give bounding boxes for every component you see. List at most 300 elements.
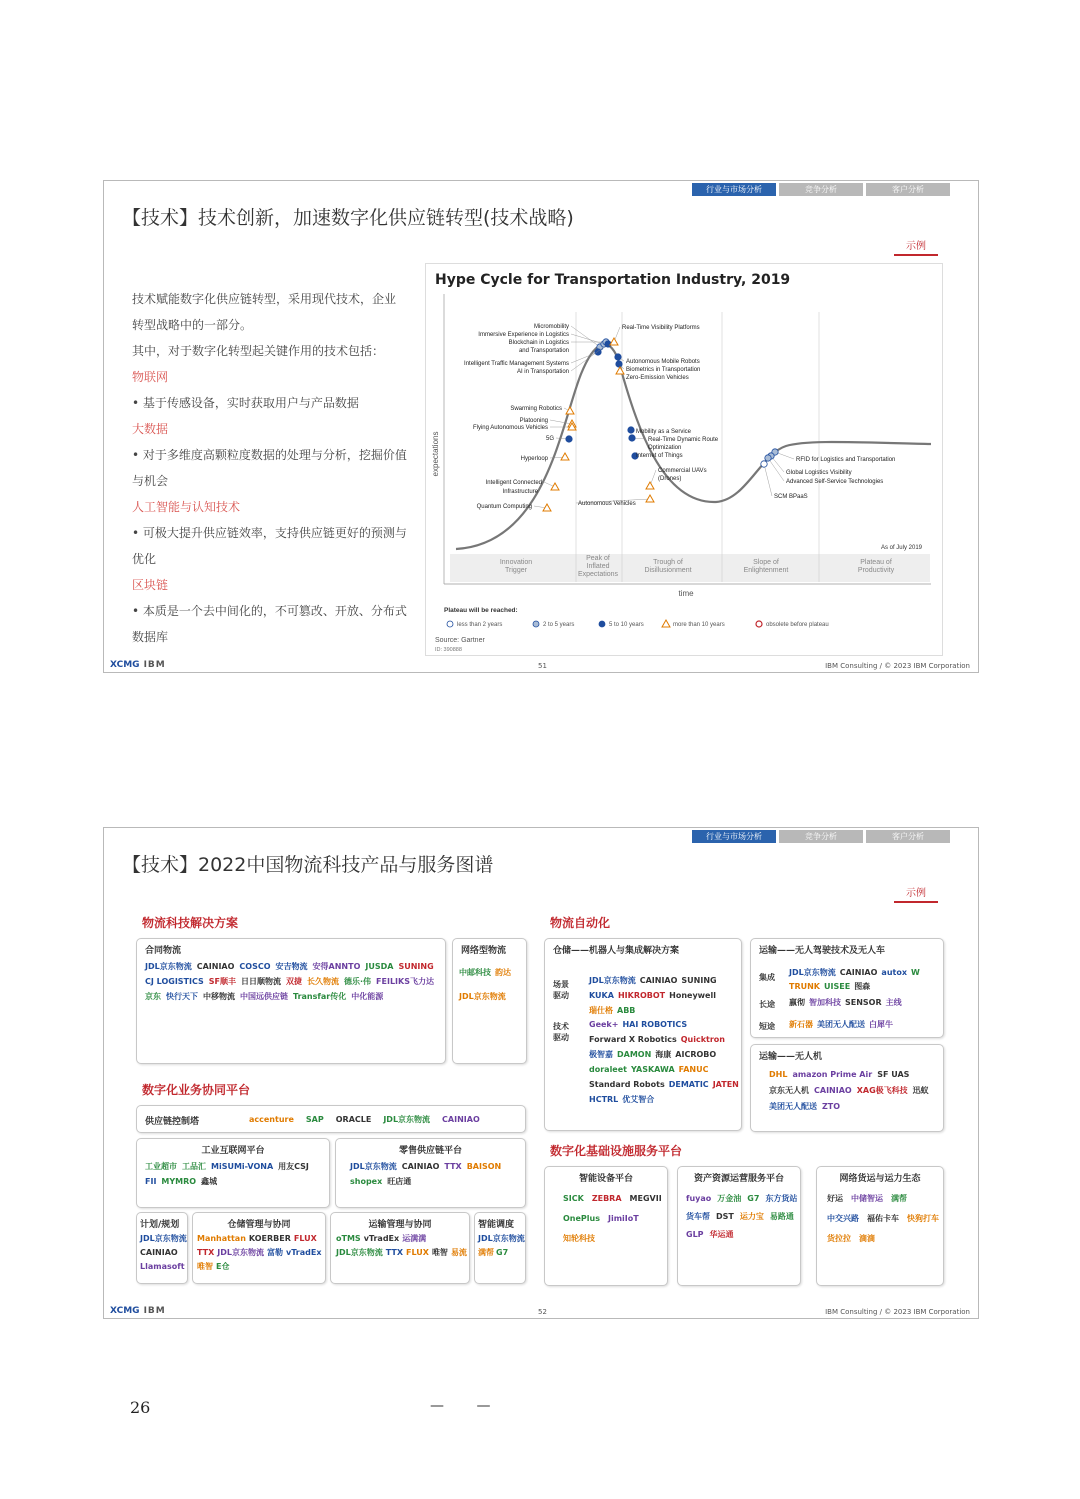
company-logo: 工业超市 (145, 1162, 177, 1171)
company-logo: 瑞仕格 (589, 1006, 613, 1015)
company-logo: OnePlus (563, 1214, 600, 1223)
company-logo: CAINIAO (196, 962, 235, 971)
logo-grid (140, 1233, 188, 1273)
technology-label: Internet of Things (636, 453, 683, 459)
intro-paragraph: • 本质是一个去中间化的，不可篡改、开放、分布式数据库 (132, 604, 407, 644)
marker-triangle (566, 407, 574, 414)
company-logo: 安吉物流 (275, 962, 308, 971)
box-contract-logistics (136, 938, 446, 1064)
box-title: 资产资源运营服务平台 (693, 1174, 784, 1184)
legend-marker (533, 621, 539, 627)
company-logo: 优艾智合 (622, 1095, 655, 1104)
box-title: 合同物流 (145, 946, 182, 956)
company-logo: 唯智 (197, 1262, 213, 1271)
company-logo: 满帮 (478, 1248, 494, 1257)
technology-label: Autonomous Mobile Robots (626, 359, 700, 365)
company-logo: 工品汇 (182, 1162, 206, 1171)
company-logo: CAINIAO (140, 1248, 178, 1257)
company-logo: accenture (249, 1115, 294, 1124)
company-logo: 美团无人配送 (769, 1102, 817, 1111)
company-logo: 中化能源 (351, 992, 384, 1001)
copyright: IBM Consulting / © 2023 IBM Corporation (825, 1308, 970, 1316)
company-logo: COSCO (239, 962, 271, 971)
slide-footer (104, 658, 978, 670)
marker-triangle (561, 453, 569, 460)
company-logo: GLP (686, 1230, 704, 1239)
technology-heading: 人工智能与认知技术 (132, 500, 241, 514)
technology-label: Platooning (519, 418, 548, 424)
company-logo: SICK (563, 1194, 584, 1203)
marker-circle (765, 455, 771, 461)
tab-market-analysis[interactable]: 行业与市场分析 (692, 183, 776, 196)
company-logo: 中国远供应链 (240, 992, 288, 1001)
box-title: 网络型物流 (461, 946, 507, 956)
intro-paragraph: 其中，对于数字化转型起关键作用的技术包括： (132, 344, 385, 358)
logo-grid (336, 1233, 468, 1259)
section-automation: 物流自动化 (550, 916, 611, 930)
technology-label: Intelligent Connected (485, 480, 542, 486)
marker-circle (616, 361, 622, 367)
xcmg-ibm-logo (110, 1306, 166, 1316)
logo-grid (563, 1193, 663, 1245)
leader-line (571, 344, 608, 371)
company-logo: autox (881, 968, 907, 977)
box-warehouse-mgmt (192, 1212, 326, 1284)
company-logo: 海康 (655, 1050, 672, 1059)
company-logo: JUSDA (365, 962, 394, 971)
legend-marker (447, 621, 453, 627)
technology-label: AI in Transportation (516, 369, 569, 375)
company-logo: 满帮 (891, 1194, 907, 1203)
company-logo: JDL京东物流 (140, 1234, 187, 1243)
box-title: 运输——无人机 (759, 1052, 823, 1062)
company-logo: 双捷 (286, 977, 302, 986)
company-logo: JATEN (712, 1080, 739, 1089)
x-axis-label: time (678, 589, 694, 598)
company-logo: 智加科技 (809, 998, 841, 1007)
leader-line (764, 464, 772, 496)
technology-label: SCM BPaaS (774, 494, 808, 500)
company-logo: Transfar传化 (293, 992, 347, 1001)
company-logo: 滴滴 (859, 1234, 875, 1243)
company-logo: CAINIAO (401, 1162, 440, 1171)
company-logo: W (911, 968, 920, 977)
company-logo: JDL京东物流 (217, 1248, 264, 1257)
xcmg-text: XCMG (110, 660, 140, 670)
box-title: 网络货运与运力生态 (839, 1174, 921, 1184)
marker-circle (629, 435, 635, 441)
company-logo: CAINIAO (814, 1086, 852, 1095)
legend-marker (756, 621, 762, 627)
technology-label: Immersive Experience in Logistics (478, 332, 569, 338)
company-logo: ZEBRA (591, 1194, 622, 1203)
company-logo: 美团无人配送 (817, 1020, 865, 1029)
company-logo: 福佑卡车 (867, 1214, 899, 1223)
company-logo: 中邮科技 (459, 968, 491, 977)
company-logo: 主线 (885, 998, 902, 1007)
company-logo: amazon Prime Air (792, 1070, 873, 1079)
company-logo: 唯智 (431, 1248, 448, 1257)
logo-grid (145, 1161, 325, 1188)
logo-grid (589, 1019, 739, 1106)
company-logo: JimiIoT (607, 1214, 639, 1223)
source-label: Source: Gartner (435, 637, 485, 644)
box-title: 运输管理与协同 (368, 1220, 432, 1230)
company-logo: 嬴彻 (789, 998, 805, 1007)
row-label-long-haul: 长途 (759, 1000, 775, 1009)
xcmg-ibm-logo (110, 660, 166, 670)
company-logo: HCTRL (589, 1095, 619, 1104)
company-logo: 中交兴路 (827, 1214, 859, 1223)
company-logo: TTX (385, 1248, 403, 1257)
company-logo: SUNING (681, 976, 717, 985)
company-logo: BAISON (466, 1162, 502, 1171)
box-smart-devices (544, 1166, 668, 1286)
company-logo: SF顺丰 (208, 977, 236, 986)
company-logo: 知轮科技 (563, 1234, 595, 1243)
company-logo: XAG极飞科技 (856, 1086, 908, 1095)
company-logo: JDL京东物流 (789, 968, 836, 977)
slide-tech-map (103, 827, 979, 1319)
company-logo: MYMRO (161, 1177, 197, 1186)
technology-label: Optimization (648, 445, 682, 451)
company-logo: Honeywell (669, 991, 716, 1000)
company-logo: Manhattan (197, 1234, 246, 1243)
technology-label: Swarming Robotics (510, 406, 562, 412)
company-logo: G7 (747, 1194, 760, 1203)
company-logo: JDL京东物流 (383, 1115, 431, 1124)
company-logo: SUNING (398, 962, 434, 971)
document-page-number: 26 (130, 1398, 151, 1417)
box-planning (136, 1212, 188, 1284)
example-badge: 示例 (894, 237, 938, 256)
example-badge: 示例 (894, 884, 938, 903)
company-logo: 货车帮 (686, 1212, 710, 1221)
box-network-logistics (452, 938, 527, 1064)
box-freight-capacity (816, 1166, 944, 1286)
box-autonomous-transport (750, 938, 944, 1038)
marker-circle (566, 436, 572, 442)
company-logo: SENSOR (845, 998, 882, 1007)
page-dashes: — — (430, 1398, 505, 1414)
marker-circle (761, 461, 767, 467)
company-logo: 快狗打车 (907, 1214, 939, 1223)
hype-cycle-chart (425, 263, 943, 656)
company-logo: fuyao (686, 1194, 712, 1203)
logo-grid (789, 1019, 941, 1031)
technology-label: Autonomous Vehicles (578, 501, 636, 507)
technology-label: and Transportation (518, 348, 569, 354)
ibm-text: IBM (143, 1306, 166, 1316)
technology-heading: 大数据 (132, 422, 169, 436)
company-logo: 运力宝 (739, 1212, 764, 1221)
row-label-short-haul: 短途 (759, 1022, 775, 1031)
phase-label: Innovation Trigger (499, 559, 533, 574)
company-logo: ABB (617, 1006, 636, 1015)
legend-label: 5 to 10 years (609, 622, 644, 628)
technology-label: Micromobility (533, 324, 569, 330)
y-axis-label: expectations (431, 431, 440, 477)
section-logistics-solutions: 物流科技解决方案 (142, 916, 239, 930)
phase-label: Slope of Enlightenment (743, 559, 789, 574)
box-smart-dispatch (474, 1212, 526, 1284)
technology-label: Infrastructure (502, 489, 538, 495)
company-logo: vTradEx (363, 1234, 400, 1243)
slide-tabs (692, 183, 950, 196)
company-logo: FLUX (293, 1234, 317, 1243)
slide-title: 【技术】2022中国物流科技产品与服务图谱 (122, 854, 494, 876)
box-title: 仓储管理与协同 (227, 1220, 291, 1230)
technology-label: Zero-Emission Vehicles (626, 375, 689, 381)
company-logo: 京东无人机 (769, 1086, 809, 1095)
leader-line (571, 326, 600, 347)
company-logo: 快行天下 (166, 992, 198, 1001)
box-title: 供应链控制塔 (145, 1117, 200, 1127)
box-title: 工业互联网平台 (201, 1146, 265, 1156)
technology-label: Biometrics in Transportation (626, 367, 701, 373)
company-logo: 日日顺物流 (241, 977, 281, 986)
company-logo: 万金油 (717, 1194, 742, 1203)
technology-label: 5G (545, 436, 554, 442)
company-logo: CJ LOGISTICS (145, 977, 204, 986)
company-logo: JDL京东物流 (459, 992, 506, 1001)
box-title: 智能调度 (478, 1220, 515, 1230)
company-logo: shopex (350, 1177, 383, 1186)
box-retail-supply (335, 1138, 526, 1208)
company-logo: 华运通 (709, 1230, 734, 1239)
technology-label: Hyperloop (520, 456, 548, 462)
company-logo: Forward X Robotics (589, 1035, 677, 1044)
company-logo: KOERBER (248, 1234, 291, 1243)
chart-id: ID: 390888 (435, 647, 462, 653)
company-logo: 迅蚁 (912, 1086, 929, 1095)
company-logo: FII (145, 1177, 157, 1186)
technology-label: Real-Time Dynamic Route (648, 437, 719, 443)
company-logo: 德乐·伟 (344, 977, 372, 986)
tab-market-analysis[interactable]: 行业与市场分析 (692, 830, 776, 843)
company-logo: 好运 (827, 1194, 843, 1203)
slide-title: 【技术】技术创新，加速数字化供应链转型(技术战略) (122, 207, 574, 229)
technology-label: Quantum Computing (476, 504, 532, 510)
box-title: 运输——无人驾驶技术及无人车 (759, 946, 886, 956)
technology-label: Mobility as a Service (636, 429, 692, 435)
company-logo: 运满满 (402, 1234, 427, 1243)
company-logo: 白犀牛 (869, 1020, 893, 1029)
intro-paragraph: 技术赋能数字化供应链转型，采用现代技术，企业转型战略中的一部分。 (132, 292, 397, 332)
company-logo: 易流 (450, 1248, 467, 1257)
company-logo: TTX (444, 1162, 462, 1171)
company-logo: oTMS (336, 1234, 361, 1243)
company-logo: MiSUMi-VONA (211, 1162, 274, 1171)
intro-paragraph: • 基于传感设备，实时获取用户与产品数据 (132, 396, 359, 410)
legend-title: Plateau will be reached: (444, 607, 518, 614)
technology-label: Intelligent Traffic Management Systems (464, 361, 569, 367)
company-logo: CAINIAO (839, 968, 878, 977)
slide-footer (104, 1304, 978, 1316)
box-asset-ops (677, 1166, 801, 1286)
chart-title: Hype Cycle for Transportation Industry, 2019 (435, 272, 791, 288)
company-logo: DST (716, 1212, 734, 1221)
company-logo: FANUC (678, 1065, 709, 1074)
box-title: 零售供应链平台 (398, 1146, 462, 1156)
company-logo: YASKAWA (630, 1065, 675, 1074)
company-logo: doraleet (589, 1065, 627, 1074)
company-logo: ZTO (822, 1102, 841, 1111)
company-logo: 东方货站 (765, 1194, 798, 1203)
company-logo: CAINIAO (442, 1115, 480, 1124)
technology-label: RFID for Logistics and Transportation (796, 457, 896, 463)
logo-grid (249, 1114, 519, 1126)
box-title: 计划/规划 (140, 1220, 180, 1230)
legend-label: obsolete before plateau (766, 622, 829, 628)
marker-triangle (610, 338, 618, 345)
technology-label: Real-Time Visibility Platforms (622, 325, 700, 331)
company-logo: 旺店通 (387, 1177, 412, 1186)
company-logo: Geek+ (589, 1020, 619, 1029)
legend-marker (599, 621, 605, 627)
company-logo: 鑫城 (201, 1177, 218, 1186)
row-label-tech: 技术驱动 (553, 1022, 569, 1042)
company-logo: FEILIKS飞力达 (376, 977, 434, 986)
company-logo: JDL京东物流 (589, 976, 636, 985)
company-logo: JDL京东物流 (336, 1248, 383, 1257)
company-logo: JDL京东物流 (478, 1234, 525, 1243)
company-logo: SF UAS (877, 1070, 910, 1079)
tab-customer[interactable]: 客户分析 (866, 830, 950, 843)
company-logo: 韵达 (495, 968, 511, 977)
technology-heading: 物联网 (132, 370, 169, 384)
slide-page-number: 52 (538, 1308, 547, 1316)
company-logo: DEMATIC (668, 1080, 709, 1089)
technology-label: Blockchain in Logistics (508, 340, 569, 346)
phase-label: Peak of Inflated Expectations (577, 555, 619, 578)
company-logo: Llamasoft (140, 1262, 185, 1271)
tab-competition[interactable]: 竞争分析 (779, 830, 863, 843)
company-logo: 京东 (145, 992, 161, 1001)
tab-competition[interactable]: 竞争分析 (779, 183, 863, 196)
marker-circle (628, 427, 634, 433)
logo-grid (459, 967, 525, 1003)
intro-paragraph: • 可极大提升供应链效率，支持供应链更好的预测与优化 (132, 526, 407, 566)
technology-label: (Drones) (658, 476, 682, 482)
logo-grid (350, 1161, 520, 1188)
copyright: IBM Consulting / © 2023 IBM Corporation (825, 662, 970, 670)
company-logo: 易路通 (769, 1212, 794, 1221)
company-logo: Standard Robots (589, 1080, 665, 1089)
company-logo: ORACLE (335, 1115, 372, 1124)
company-logo: TRUNK (789, 982, 821, 991)
company-logo: FLUX (405, 1248, 429, 1257)
company-logo: 新石器 (789, 1020, 813, 1029)
logo-grid (197, 1233, 325, 1273)
technology-label: Advanced Self-Service Technologies (786, 479, 884, 485)
logo-grid (145, 961, 440, 1003)
marker-triangle (646, 482, 654, 489)
company-logo: KUKA (589, 991, 614, 1000)
legend-label: less than 2 years (457, 622, 503, 628)
technology-heading: 区块链 (132, 578, 169, 592)
marker-triangle (646, 495, 654, 502)
logo-grid (478, 1233, 526, 1259)
box-industrial-internet (136, 1138, 330, 1208)
company-logo: 极智嘉 (589, 1050, 613, 1059)
company-logo: CAINIAO (639, 976, 678, 985)
row-label-integrated: 集成 (759, 973, 775, 982)
company-logo: 长久物流 (307, 977, 339, 986)
company-logo: 图森 (854, 982, 871, 991)
marker-circle (615, 354, 621, 360)
company-logo: SAP (305, 1115, 324, 1124)
intro-text (132, 286, 407, 650)
box-warehouse-robots (544, 938, 742, 1131)
box-title: 仓储——机器人与集成解决方案 (553, 946, 680, 956)
company-logo: UISEE (824, 982, 851, 991)
company-logo: DAMON (617, 1050, 652, 1059)
legend-label: 2 to 5 years (543, 622, 575, 628)
company-logo: MEGVII (629, 1194, 662, 1203)
slide-hype-cycle (103, 180, 979, 673)
technology-label: Commercial UAVs (658, 468, 707, 474)
company-logo: Quicktron (680, 1035, 725, 1044)
phase-label: Trough of Disillusionment (644, 559, 692, 574)
logo-grid (589, 975, 739, 1017)
intro-paragraph: • 对于多维度高颗粒度数据的处理与分析，挖掘价值与机会 (132, 448, 407, 488)
box-transport-mgmt (330, 1212, 470, 1284)
ibm-text: IBM (143, 660, 166, 670)
legend-marker (662, 620, 670, 627)
tab-customer[interactable]: 客户分析 (866, 183, 950, 196)
section-digital-platform: 数字化业务协同平台 (142, 1083, 251, 1097)
box-drones (750, 1044, 944, 1132)
marker-triangle (551, 483, 559, 490)
company-logo: 中储智运 (851, 1194, 883, 1203)
leader-line (550, 420, 572, 424)
company-logo: G7 (496, 1248, 509, 1257)
slide-page-number: 51 (538, 662, 547, 670)
company-logo: 富勒 (266, 1248, 283, 1257)
hype-cycle-svg (426, 264, 944, 657)
logo-grid (789, 997, 941, 1009)
company-logo: 中移物流 (203, 992, 235, 1001)
company-logo: vTradEx (285, 1248, 322, 1257)
company-logo: DHL (769, 1070, 788, 1079)
logo-grid (769, 1069, 941, 1113)
technology-label: Global Logistics Visibility (786, 470, 852, 476)
leader-line (768, 458, 784, 481)
logo-grid (827, 1193, 941, 1245)
phase-label: Plateau of Productivity (857, 559, 895, 574)
box-supply-chain-control (136, 1105, 526, 1133)
company-logo: 货拉拉 (827, 1234, 851, 1243)
company-logo: JDL京东物流 (145, 962, 192, 971)
slide-tabs (692, 830, 950, 843)
box-title: 智能设备平台 (578, 1174, 633, 1184)
technology-label: Flying Autonomous Vehicles (472, 425, 548, 431)
company-logo: 用友CSJ (278, 1162, 309, 1171)
company-logo: E仓 (216, 1262, 230, 1271)
company-logo: JDL京东物流 (350, 1162, 397, 1171)
company-logo: AICROBO (675, 1050, 717, 1059)
logo-grid (686, 1193, 798, 1241)
company-logo: TTX (197, 1248, 215, 1257)
xcmg-text: XCMG (110, 1306, 140, 1316)
company-logo: HIKROBOT (617, 991, 666, 1000)
company-logo: HAI ROBOTICS (622, 1020, 688, 1029)
logo-grid (789, 967, 941, 993)
as-of-label: As of July 2019 (880, 545, 922, 551)
row-label-scenario: 场景驱动 (553, 980, 569, 1000)
company-logo: 安得ANNTO (312, 962, 361, 971)
